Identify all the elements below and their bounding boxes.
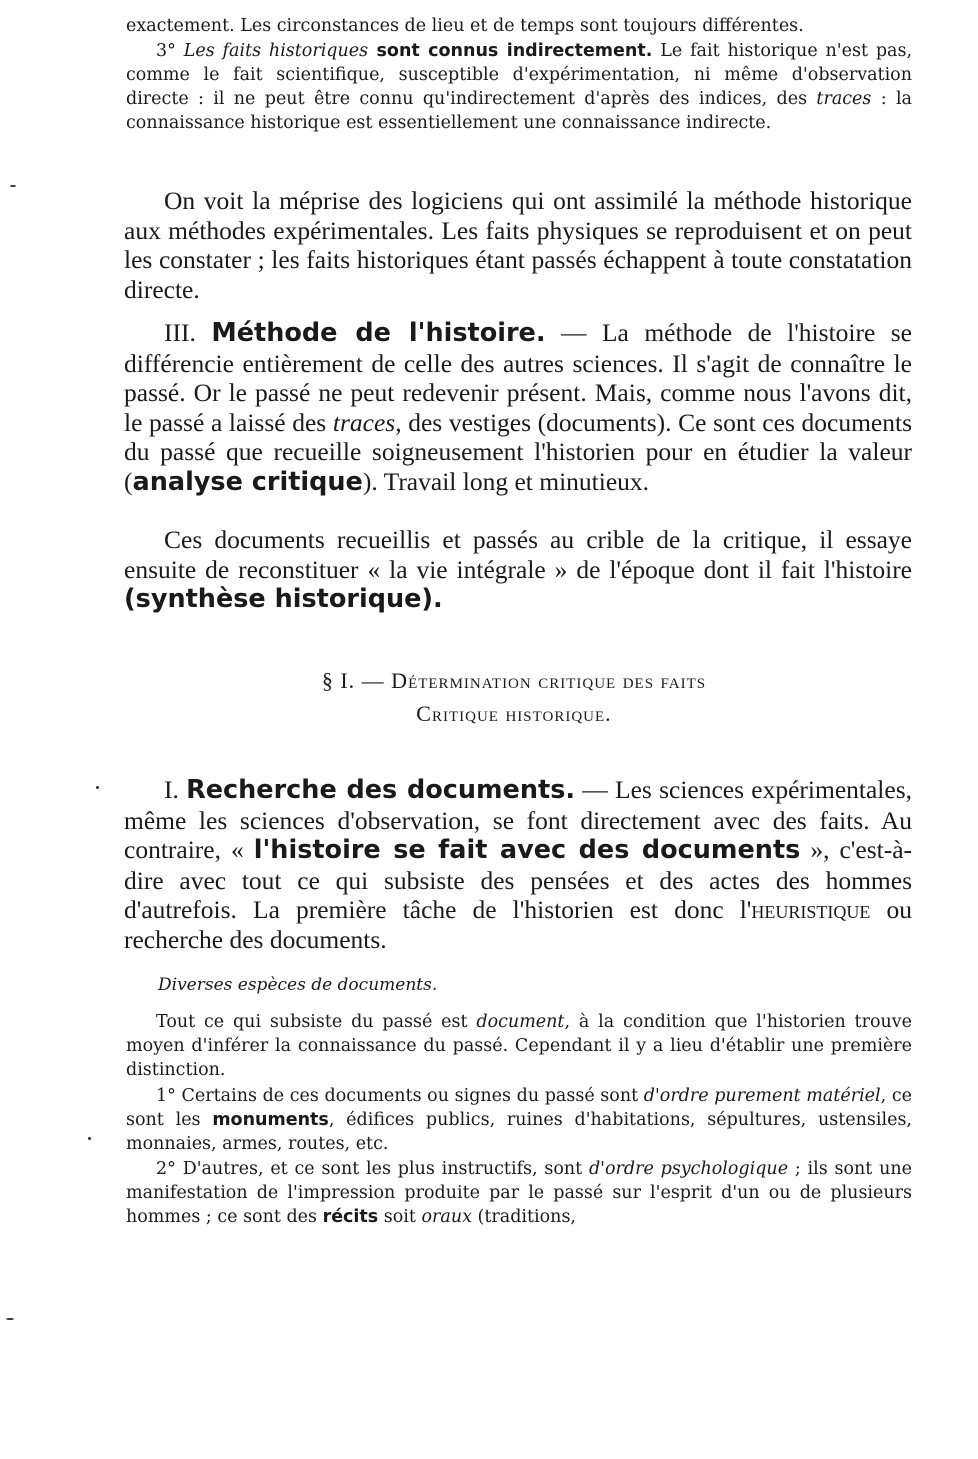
section-title: Méthode de l'histoire. <box>211 318 546 348</box>
bold-term: (synthèse historique). <box>124 584 443 614</box>
text: Certains de ces documents ou signes du passé sont <box>181 1086 644 1106</box>
text: D'autres, et ce sont les plus instructifs, sont <box>182 1159 589 1179</box>
bold-term: sont connus indirectement. <box>368 41 653 61</box>
section-title: Recherche des documents. <box>186 775 576 805</box>
text: », c'est-à-dire avec tout ce qui subsiste des pensées et des actes des hommes d'autrefois. La première tâche de l'historien est donc l' <box>124 835 913 924</box>
italic-term: traces <box>332 407 396 437</box>
text: , des vestiges (documents). Ce sont ces documents du passé que recueille soigneusement l'historien pour en étudier la valeur ( <box>124 407 913 496</box>
bold-term: récits <box>322 1207 379 1227</box>
small-caps-term: heuristique <box>751 895 871 924</box>
point-number: 2° <box>156 1159 183 1179</box>
italic-term: oraux <box>421 1207 472 1227</box>
italic-term: document <box>476 1012 565 1032</box>
synthese-paragraph <box>124 525 912 615</box>
recherche-paragraph <box>124 775 912 954</box>
text: , ce sont les <box>126 1086 912 1130</box>
italic-term: Les faits historiques <box>183 41 369 61</box>
text: , édifices publics, ruines d'habitations, sépultures, ustensiles, monnaies, armes, routes, etc. <box>126 1110 912 1154</box>
scan-speck <box>10 185 16 187</box>
text: soit <box>378 1207 422 1227</box>
text: (traditions, <box>471 1207 576 1227</box>
text: ou recherche des documents. <box>124 895 912 954</box>
section-heading-line-2: Critique historique. <box>416 701 612 726</box>
text: — La méthode de l'histoire se différencie entièrement de celle des autres sciences. Il s'agit de connaître le passé. Or le passé ne peut redevenir présent. Mais, comme nous l'avons dit, le passé a laissé des <box>124 318 912 437</box>
italic-term: d'ordre psychologique <box>588 1159 789 1179</box>
continuation-line <box>126 14 912 38</box>
text: , à la condition que l'historien trouve moyen d'inférer la connaissance du passé. Cependant il y a lieu d'établir une première distinction. <box>126 1012 912 1080</box>
point-number: 3° <box>156 41 184 61</box>
section-number: I. <box>164 775 187 804</box>
scan-speck <box>88 1137 91 1140</box>
text: — Les sciences expérimentales, même les sciences d'observation, se font directement avec des faits. Au contraire, « <box>124 775 912 864</box>
point-3-paragraph <box>126 39 912 135</box>
text: On voit la méprise des logiciens qui ont assimilé la méthode historique aux méthodes expérimentales. Les faits physiques se reproduisent et on peut les constater ; les faits historiques étant passés échappent à toute constatation directe. <box>124 186 912 304</box>
methode-paragraph <box>124 318 912 497</box>
text: ). Travail long et minutieux. <box>362 466 650 496</box>
bold-term: monuments <box>212 1110 329 1130</box>
item-1-paragraph <box>126 1084 912 1156</box>
meprise-paragraph <box>124 186 912 304</box>
section-heading-line-1: § I. — Détermination critique des faits <box>321 668 707 693</box>
italic-term: d'ordre purement matériel <box>643 1086 881 1106</box>
tout-paragraph <box>126 1010 912 1082</box>
item-2-paragraph <box>126 1157 912 1229</box>
subheading: Diverses espèces de documents. <box>158 975 438 995</box>
text: ; ils sont une manifestation de l'impression produite par le passé sur l'esprit d'un ou de plusieurs hommes ; ce sont des <box>126 1159 913 1227</box>
text: Le fait historique n'est pas, comme le fait scientifique, susceptible d'expérimentation, ni même d'observation directe : il ne peut être connu qu'indirectement d'après des indices, des <box>126 41 913 109</box>
point-number: 1° <box>156 1086 182 1106</box>
text: exactement. Les circonstances de lieu et de temps sont toujours différentes. <box>126 16 804 36</box>
scan-speck <box>96 786 99 789</box>
section-number: III. <box>164 318 212 347</box>
bold-term: l'histoire se fait avec des documents <box>253 835 801 865</box>
italic-term: traces <box>816 89 872 109</box>
text: Tout ce qui subsiste du passé est <box>156 1012 477 1032</box>
text: Ces documents recueillis et passés au crible de la critique, il essaye ensuite de reconstituer « la vie intégrale » de l'époque dont il fait l'histoire <box>124 525 912 584</box>
text: : la connaissance historique est essentiellement une connaissance indirecte. <box>126 89 912 133</box>
scan-speck <box>6 1318 14 1320</box>
bold-term: analyse critique <box>132 466 363 497</box>
